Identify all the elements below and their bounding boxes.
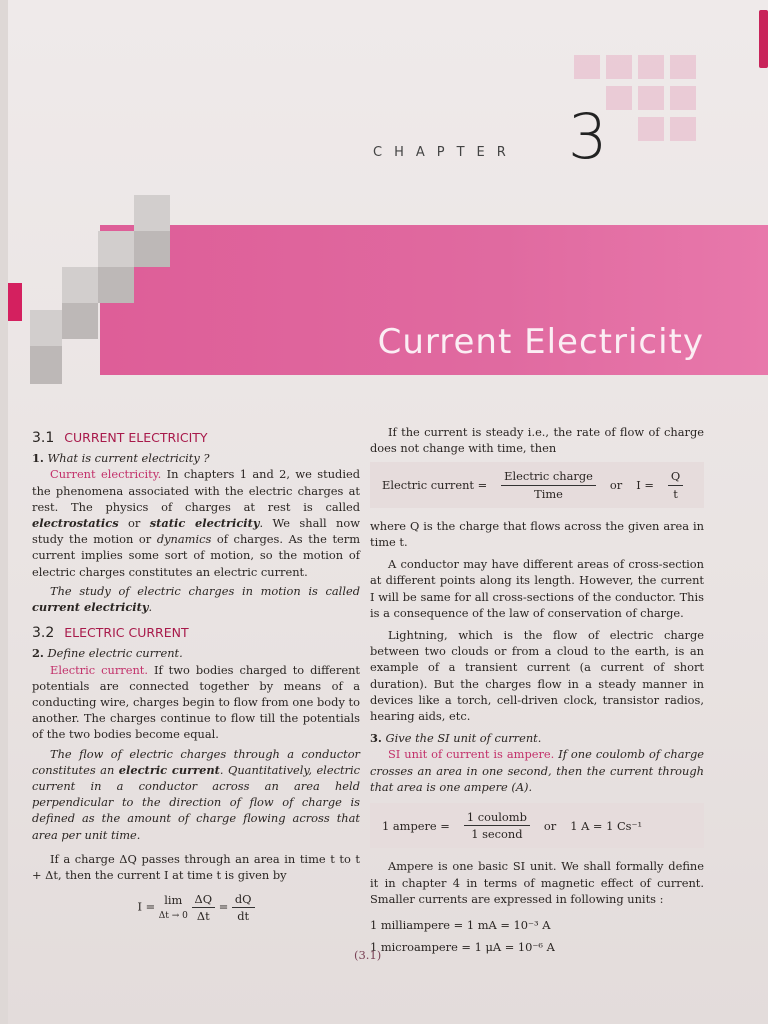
decor-square <box>670 117 696 141</box>
chapter-number: 3 <box>568 100 608 173</box>
decor-square <box>670 86 696 110</box>
decor-square <box>62 267 98 303</box>
question: 1. What is current electricity ? <box>32 451 210 466</box>
decor-square <box>638 55 664 79</box>
unit-line: 1 microampere = 1 μA = 10⁻⁶ A <box>370 940 555 955</box>
decor-square <box>98 267 134 303</box>
section-heading <box>32 430 360 446</box>
paragraph: If a charge ΔQ passes through an area in time t to t + Δt, then the current I at time t is given by <box>32 851 360 883</box>
section-heading <box>32 625 360 641</box>
decor-square <box>30 346 62 384</box>
equation-box: 1 ampere = $\frac{\text{1 coulomb}}{\text{1 second}}$ or 1 A = 1 Cs⁻¹ <box>370 803 704 848</box>
page-number: (3.1) <box>354 948 382 962</box>
paragraph: where Q is the charge that flows across the given area in time t. <box>370 518 704 550</box>
equation-box: Electric current = $\frac{\text{Electric charge}}{\text{Time}}$ or I = $\frac{Q}{t}$ <box>370 462 704 507</box>
definition: The flow of electric charges through a conductor constitutes an electric current. Quantitatively, electric current in a conductor across an area held perpendicular to the direction of flow of charge is defined as the amount of charge flowing across that area per unit time. <box>32 746 360 842</box>
bookmark-tab <box>759 10 768 68</box>
paragraph: Lightning, which is the flow of electric charge between two clouds or from a cloud to the earth, is an example of a transient current (a current of short duration). But the charges flow in a steady manner in devices like a torch, cell-driven clock, transistor radios, hearing aids, etc. <box>370 628 704 724</box>
decor-square <box>670 55 696 79</box>
question: 3. Give the SI unit of current. <box>370 731 542 746</box>
decor-square <box>98 231 134 267</box>
answer-paragraph: Current electricity. In chapters 1 and 2, we studied the phenomena associated with the electric charges at rest. The physics of charges at rest is called electrostatics or static electricity. We shall now study the motion or dynamics of charges. As the term current implies some sort of motion, so the motion of electric charges constitutes an electric current. <box>32 467 361 579</box>
decor-square <box>638 117 664 141</box>
chapter-title: Current Electricity <box>377 322 704 362</box>
decor-square <box>606 55 632 79</box>
banner-left-accent <box>8 283 22 321</box>
question: 2. Define electric current. <box>32 646 183 661</box>
answer-paragraph: SI unit of current is ampere. If one coulomb of charge crosses an area in one second, then the current through that area is one ampere (A). <box>370 747 704 794</box>
decor-square <box>30 310 62 346</box>
left-column <box>32 430 360 925</box>
paragraph: A conductor may have different areas of cross-section at different points along its length. However, the current I will be same for all cross-sections of the conductor. This is a consequence of the law of conservation of charge. <box>370 557 704 620</box>
textbook-page <box>8 0 768 1024</box>
decor-square <box>134 231 170 267</box>
unit-line: 1 milliampere = 1 mA = 10⁻³ A <box>370 918 551 933</box>
right-column <box>370 424 704 955</box>
decor-square <box>606 86 632 110</box>
decor-square <box>574 55 600 79</box>
decor-square <box>134 195 170 231</box>
section-number: 3.2 <box>32 625 55 642</box>
chapter-label: CHAPTER <box>373 145 518 160</box>
paragraph: Ampere is one basic SI unit. We shall formally define it in chapter 4 in terms of magnetic effect of current. Smaller currents are expressed in following units : <box>370 859 704 906</box>
section-title: CURRENT ELECTRICITY <box>64 430 208 445</box>
definition: The study of electric charges in motion is called current electricity. <box>32 583 360 615</box>
section-number: 3.1 <box>32 430 55 446</box>
decor-square <box>62 303 98 339</box>
equation: I = lim Δt → 0 $\frac{\Delta Q}{\Delta t}$ = $\frac{dQ}{dt}$ <box>32 891 360 924</box>
paragraph: If the current is steady i.e., the rate of flow of charge does not change with time, then <box>370 425 704 456</box>
decor-square <box>638 86 664 110</box>
section-title: ELECTRIC CURRENT <box>64 625 189 641</box>
answer-paragraph: Electric current. If two bodies charged to different potentials are connected together by means of a conducting wire, charges begin to flow from one body to another. The charges continue to flow till the potentials of the two bodies become equal. <box>32 662 361 742</box>
